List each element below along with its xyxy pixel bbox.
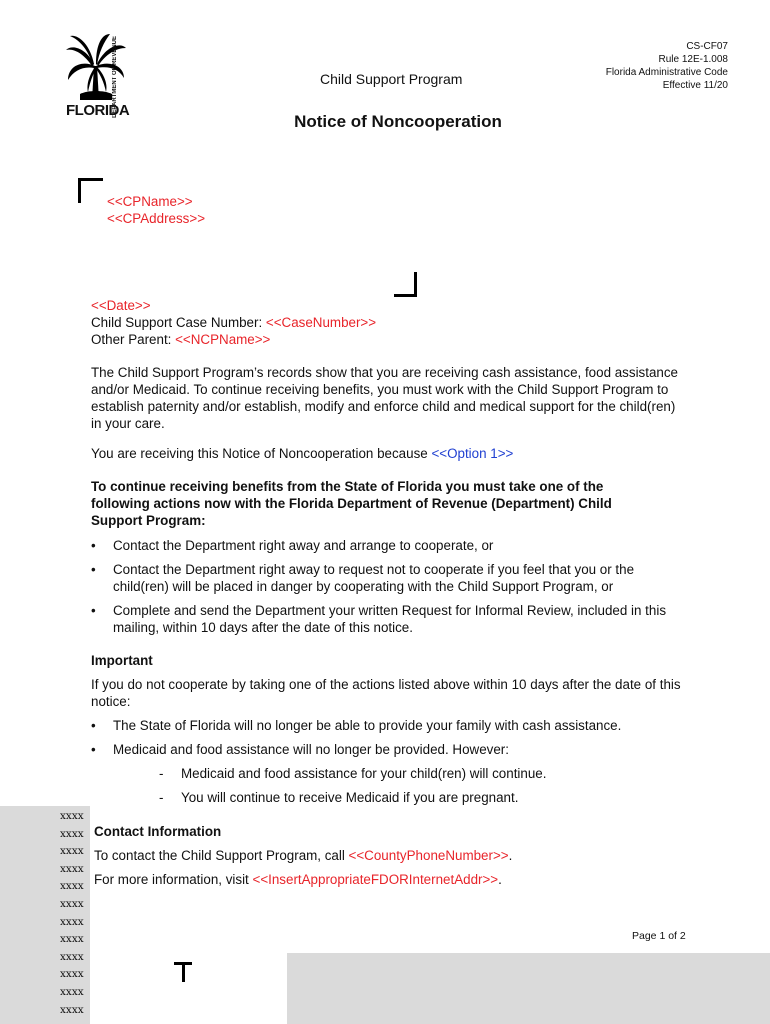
actions-list xyxy=(91,537,671,636)
margin-mark: xxxx xyxy=(60,1003,84,1016)
other-parent-field: <<NCPName>> xyxy=(175,332,271,347)
important-heading: Important xyxy=(91,653,153,668)
case-number-line xyxy=(91,314,376,331)
intro-paragraph: The Child Support Program’s records show that you are receiving cash assistance, food assistance and/or Medicaid. To continue receiving benefits, you must work with the Child Support Program to establish paternity and/or establish, modify and enforce child and medical support for the child(ren) in your care. xyxy=(91,365,679,431)
case-number-label: Child Support Case Number: xyxy=(91,315,266,330)
margin-mark: xxxx xyxy=(60,950,84,963)
cp-address-field: <<CPAddress>> xyxy=(107,211,206,226)
contact-heading: Contact Information xyxy=(94,824,222,839)
margin-mark: xxxx xyxy=(60,915,84,928)
margin-mark: xxxx xyxy=(60,880,84,893)
margin-mark: xxxx xyxy=(60,810,84,822)
margin-mark: xxxx xyxy=(60,933,84,946)
other-parent-label: Other Parent: xyxy=(91,332,176,347)
case-details xyxy=(91,297,376,348)
contact-phone-line xyxy=(94,847,714,864)
margin-marks xyxy=(60,808,84,1019)
case-number-field: <<CaseNumber>> xyxy=(265,315,377,330)
form-code-line: Effective 11/20 xyxy=(662,80,728,91)
cp-name-field: <<CPName>> xyxy=(107,194,193,209)
important-paragraph: If you do not cooperate by taking one of the actions listed above within 10 days after the date of this notice: xyxy=(91,677,681,709)
program-name: Child Support Program xyxy=(320,71,463,87)
contact-web-period: . xyxy=(498,872,502,887)
address-window-corner-bottom-right xyxy=(394,272,417,297)
recipient-address xyxy=(107,193,205,227)
list-item: • Contact the Department right away to request not to cooperate if you feel that you or the child(ren) will be placed in danger by cooperating with the Child Support Program, or xyxy=(91,561,671,595)
margin-mark: xxxx xyxy=(60,897,84,910)
county-phone-field: <<CountyPhoneNumber>> xyxy=(348,848,509,863)
margin-mark: xxxx xyxy=(60,968,84,981)
consequences-list xyxy=(91,717,691,806)
form-code-line: CS-CF07 xyxy=(686,41,728,52)
florida-logo-wordmark: FLORIDA xyxy=(66,102,130,119)
contact-web-line xyxy=(94,871,714,888)
contact-phone-label: To contact the Child Support Program, call xyxy=(94,848,349,863)
internet-address-field: <<InsertAppropriateFDORInternetAddr>> xyxy=(252,872,499,887)
other-parent-line xyxy=(91,331,376,348)
registration-tee-mark xyxy=(174,962,192,982)
contact-phone-period: . xyxy=(508,848,513,863)
sub-list-item: - Medicaid and food assistance for your child(ren) will continue. xyxy=(91,765,691,782)
margin-mark: xxxx xyxy=(60,845,84,858)
bottom-margin-shading xyxy=(287,953,770,1024)
contact-web-label: For more information, visit xyxy=(94,872,253,887)
margin-mark: xxxx xyxy=(60,862,84,875)
department-of-revenue-wordmark: DEPARTMENT OF REVENUE xyxy=(112,36,118,118)
form-code-block xyxy=(606,40,728,92)
sub-list-item: - You will continue to receive Medicaid if you are pregnant. xyxy=(91,789,691,806)
form-code-line: Florida Administrative Code xyxy=(605,67,728,78)
reason-line xyxy=(91,445,691,462)
list-item: • Contact the Department right away and arrange to cooperate, or xyxy=(91,537,671,554)
date-field: <<Date>> xyxy=(91,298,151,313)
reason-option-field: <<Option 1>> xyxy=(431,446,514,461)
reason-label: You are receiving this Notice of Noncooperation because xyxy=(91,446,432,461)
page-title: Notice of Noncooperation xyxy=(294,112,502,131)
margin-mark: xxxx xyxy=(60,985,84,998)
form-code-line: Rule 12E-1.008 xyxy=(658,54,728,65)
list-item: • The State of Florida will no longer be able to provide your family with cash assistance. xyxy=(91,717,691,734)
list-item: • Complete and send the Department your written Request for Informal Review, included in this mailing, within 10 days after the date of this notice. xyxy=(91,602,671,636)
actions-heading: To continue receiving benefits from the State of Florida you must take one of the following actions now with the Florida Department of Revenue (Department) Child Support Program: xyxy=(91,479,612,528)
address-window-corner-top-left xyxy=(78,178,103,203)
list-item: • Medicaid and food assistance will no longer be provided. However: xyxy=(91,741,691,758)
margin-mark: xxxx xyxy=(60,827,84,840)
page-number: Page 1 of 2 xyxy=(632,930,686,942)
